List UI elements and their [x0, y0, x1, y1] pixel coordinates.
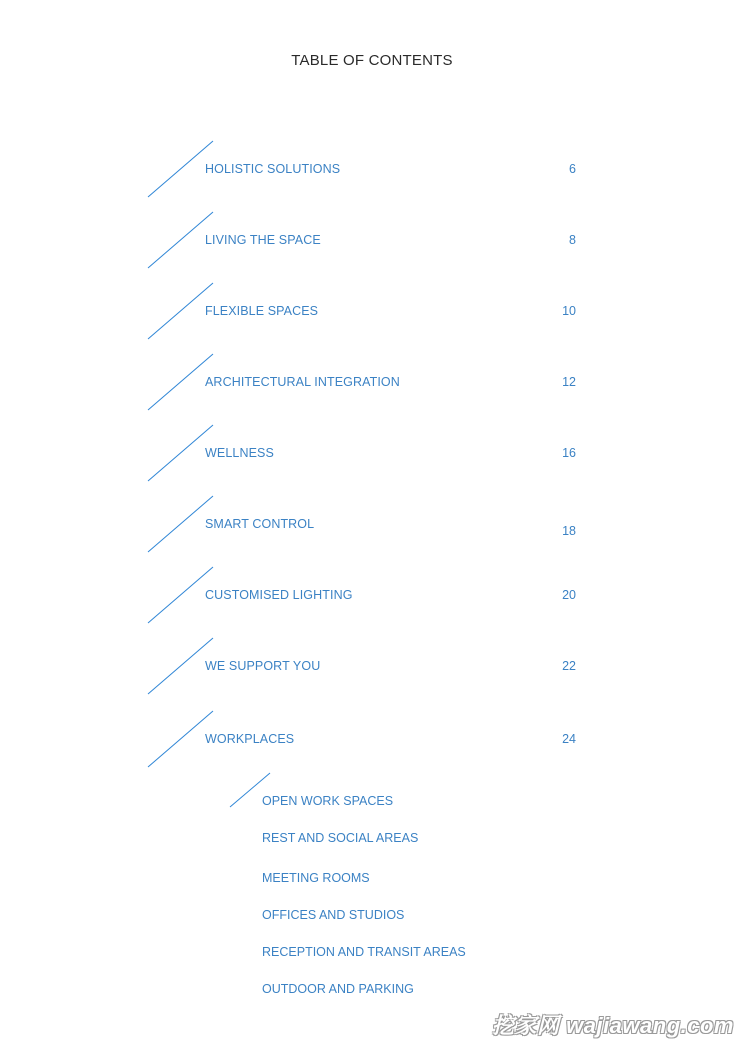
toc-subentry-label[interactable]: REST AND SOCIAL AREAS [262, 831, 419, 845]
toc-entry-label[interactable]: LIVING THE SPACE [205, 233, 321, 247]
toc-entry-label[interactable]: WORKPLACES [205, 732, 295, 746]
diagonal-line-8 [148, 638, 213, 694]
page-title: TABLE OF CONTENTS [291, 52, 453, 69]
toc-entry-page: 20 [562, 588, 576, 602]
diagonal-line-9 [148, 711, 213, 767]
toc-subentry-label[interactable]: OFFICES AND STUDIOS [262, 908, 405, 922]
toc-entry-page: 10 [562, 304, 576, 318]
toc-entry-label[interactable]: WELLNESS [205, 446, 274, 460]
toc-entry-label[interactable]: WE SUPPORT YOU [205, 659, 321, 673]
diagonal-line-2 [148, 212, 213, 268]
toc-entry-label[interactable]: SMART CONTROL [205, 517, 315, 531]
diagonal-line-6 [148, 496, 213, 552]
toc-entry-label[interactable]: HOLISTIC SOLUTIONS [205, 162, 341, 176]
toc-entry-label[interactable]: ARCHITECTURAL INTEGRATION [205, 375, 400, 389]
toc-entry-page: 12 [562, 375, 576, 389]
toc-entry-label[interactable]: FLEXIBLE SPACES [205, 304, 319, 318]
toc-subentry-label[interactable]: OPEN WORK SPACES [262, 794, 394, 808]
diagonal-line-5 [148, 425, 213, 481]
toc-entry-page: 22 [562, 659, 576, 673]
toc-entry-page: 24 [562, 732, 576, 746]
toc-entry-page: 18 [562, 524, 576, 538]
diagonal-line-7 [148, 567, 213, 623]
toc-subentry-label[interactable]: OUTDOOR AND PARKING [262, 982, 414, 996]
toc-entry-page: 8 [569, 233, 576, 247]
toc-entry-label[interactable]: CUSTOMISED LIGHTING [205, 588, 353, 602]
diagonal-line-3 [148, 283, 213, 339]
toc-subentry-label[interactable]: MEETING ROOMS [262, 871, 370, 885]
toc-entry-page: 16 [562, 446, 576, 460]
watermark: 挖家网 wajiawang.com [492, 1013, 734, 1038]
diagonal-line-1 [148, 141, 213, 197]
diagonal-line-4 [148, 354, 213, 410]
toc-entry-page: 6 [569, 162, 576, 176]
toc-subentry-label[interactable]: RECEPTION AND TRANSIT AREAS [262, 945, 466, 959]
